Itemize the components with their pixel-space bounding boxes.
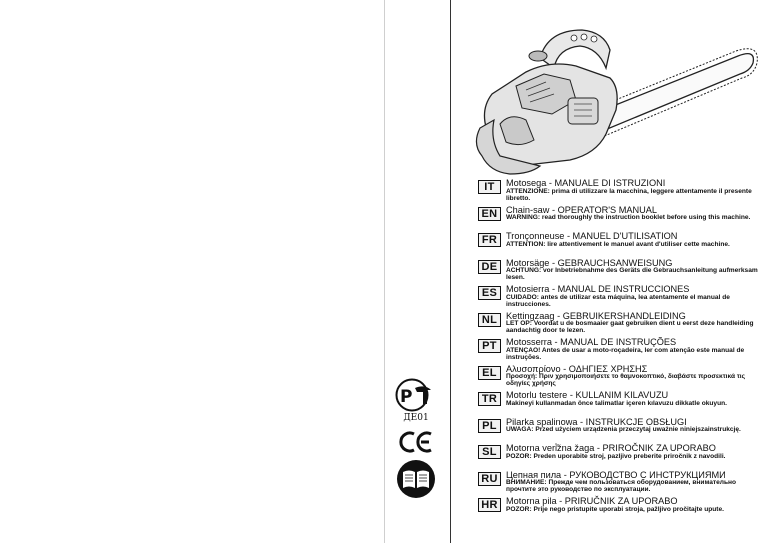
chainsaw-illustration bbox=[470, 16, 760, 178]
ce-mark-icon bbox=[398, 431, 434, 453]
manual-title: Motosierra - MANUAL DE INSTRUCCIONES bbox=[506, 284, 690, 294]
lang-block-nl bbox=[478, 311, 763, 338]
manual-title: Αλυσοπρίονο - ΟΔΗΓΙΕΣ ΧΡΗΣΗΣ bbox=[506, 363, 648, 374]
manual-title: Motorsäge - GEBRAUCHSANWEISUNG bbox=[506, 257, 673, 268]
read-manual-book-icon bbox=[396, 459, 436, 499]
lang-block-tr bbox=[478, 390, 763, 417]
language-code-badge: PT bbox=[478, 339, 501, 353]
warning-note: UWAGA: Przed użyciem urządzenia przeczytaj uważnie niniejszainstrukcję. bbox=[506, 426, 741, 433]
language-code-badge: EL bbox=[478, 366, 501, 380]
manual-title: Motorlu testere - KULLANIM KILAVUZU bbox=[506, 390, 669, 400]
svg-text:P: P bbox=[400, 387, 413, 407]
lang-block-ru bbox=[478, 470, 763, 497]
lang-block-es bbox=[478, 284, 763, 311]
language-code-badge: TR bbox=[478, 392, 501, 406]
cover-divider-line bbox=[450, 0, 451, 543]
warning-note: ATENÇAO! Antes de usar a moto-roçadeira, ler com atenção este manual de instruções. bbox=[506, 346, 745, 361]
gost-certification-icon bbox=[395, 378, 437, 412]
warning-note: LET OP: Voordat u de bosmaaier gaat gebruiken dient u eerst deze handleiding aandachtig door te lezen. bbox=[506, 320, 754, 335]
language-code-badge: DE bbox=[478, 260, 501, 274]
language-code-badge: SL bbox=[478, 445, 501, 459]
language-code-badge: RU bbox=[478, 472, 501, 486]
manual-title: Chain-saw - OPERATOR'S MANUAL bbox=[506, 204, 658, 215]
lang-block-el bbox=[478, 364, 763, 391]
language-code-badge: IT bbox=[478, 180, 501, 194]
warning-note: POZOR: Prije nego pristupite uporabi stroja, pažljivo pročitajte upute. bbox=[506, 505, 724, 513]
language-list bbox=[478, 178, 763, 523]
lang-block-en bbox=[478, 205, 763, 232]
warning-note: Προσοχή: Πριν χρησιμοποιήσετε το θαμνοκοπτικό, διαβάστε προσεκτικά τις οδηγίες χρήσης bbox=[506, 373, 746, 388]
manual-title: Motorna pila - PRIRUČNIK ZA UPORABO bbox=[506, 496, 678, 506]
certification-marks bbox=[390, 378, 442, 499]
language-code-badge: PL bbox=[478, 419, 501, 433]
lang-block-it bbox=[478, 178, 763, 205]
language-code-badge: HR bbox=[478, 498, 501, 512]
manual-title: Motorna veri̇̌žna žaga - PRIROČNIK ZA UPORABO bbox=[506, 443, 716, 453]
warning-note: WARNING: read thoroughly the instruction booklet before using this machine. bbox=[506, 214, 751, 221]
certification-code: ДЕ01 bbox=[403, 413, 429, 423]
warning-note: POZOR: Preden uporabite stroj, pazljivo preberite priročnik z navodili. bbox=[506, 452, 726, 460]
lang-block-hr bbox=[478, 496, 763, 523]
lang-block-sl bbox=[478, 443, 763, 470]
warning-note: ATTENTION: lire attentivement le manuel avant d'utiliser cette machine. bbox=[506, 240, 730, 248]
warning-note: ВНИМАНИЕ: Прежде чем пользоваться оборудованием, внимательно прочтите это руководство по эксплуатации. bbox=[506, 479, 737, 494]
page-fold-line bbox=[384, 0, 385, 543]
language-code-badge: EN bbox=[478, 207, 501, 221]
manual-title: Pilarka spalinowa - INSTRUKCJE OBSŁUGI bbox=[506, 416, 687, 427]
manual-title: Kettingzaag - GEBRUIKERSHANDLEIDING bbox=[506, 310, 686, 321]
lang-block-pl bbox=[478, 417, 763, 444]
warning-note: CUIDADO: antes de utilizar esta máquina, lea atentamente el manual de instrucciones. bbox=[506, 293, 730, 308]
warning-note: ACHTUNG: vor Inbetriebnahme des Geräts die Gebrauchsanleitung aufmerksam lesen. bbox=[506, 267, 758, 282]
manual-title: Motosega - MANUALE DI ISTRUZIONI bbox=[506, 178, 666, 188]
warning-note: Makineyi kullanmadan önce talimatlar içeren kılavuzu dikkatle okuyun. bbox=[506, 399, 727, 407]
lang-block-de bbox=[478, 258, 763, 285]
lang-block-pt bbox=[478, 337, 763, 364]
lang-block-fr bbox=[478, 231, 763, 258]
language-code-badge: NL bbox=[478, 313, 501, 327]
manual-title: Цепная пила - РУКОВОДСТВО С ИНСТРУКЦИЯМИ bbox=[506, 469, 726, 480]
language-code-badge: ES bbox=[478, 286, 501, 300]
manual-title: Tronçonneuse - MANUEL D'UTILISATION bbox=[506, 231, 678, 241]
warning-note: ATTENZIONE: prima di utilizzare la macchina, leggere attentamente il presente libretto. bbox=[506, 187, 752, 202]
manual-title: Motosserra - MANUAL DE INSTRUÇÕES bbox=[506, 337, 677, 347]
language-code-badge: FR bbox=[478, 233, 501, 247]
